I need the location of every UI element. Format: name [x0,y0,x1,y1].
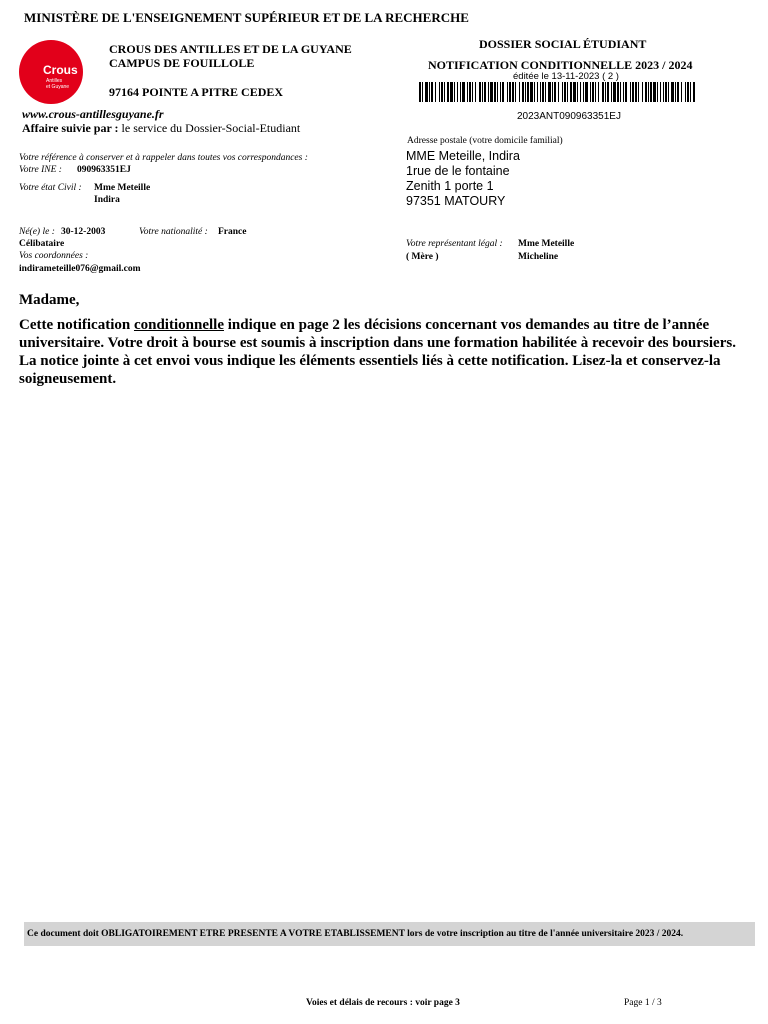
email-value: indirameteille076@gmail.com [19,264,141,274]
affaire-label: Affaire suivie par : [22,121,119,135]
contact-label: Vos coordonnées : [19,251,89,261]
logo-sub2-text: et Guyane [46,84,70,90]
legal-rep-name: Mme Meteille [518,239,575,249]
barcode-text: 2023ANT090963351EJ [517,111,621,122]
logo-brand-text: Crous [43,63,78,77]
affaire-value: le service du Dossier-Social-Etudiant [121,121,301,135]
org-campus: CAMPUS DE FOUILLOLE [109,56,255,70]
reference-note: Votre référence à conserver et à rappeler dans toutes vos correspondances : [19,153,308,163]
affaire-suivie [22,121,300,136]
address-line: MME Meteille, Indira [406,149,520,163]
address-block [406,149,520,209]
marital-status: Célibataire [19,239,65,249]
salutation: Madame, [19,292,80,308]
org-city: 97164 POINTE A PITRE CEDEX [109,85,284,99]
address-line: Zenith 1 porte 1 [406,179,494,193]
legal-rep-relation: ( Mère ) [406,252,439,262]
edition-date: éditée le 13-11-2023 ( 2 ) [513,71,619,82]
logo-sub1-text: Antilles [46,78,63,84]
paragraph-text-end: indique en page 2 les décisions concernant vos demandes au titre de l’année universitaire. Votre droit à bourse est soumis à inscription dans une formation habilitée à recevoir des boursiers. La notice jointe à cet envoi vous indique les éléments essentiels liés à cette notification. Lisez-la et conservez-la soigneusement. [19,317,736,387]
etat-civil-firstname: Indira [94,195,120,205]
notification-paragraph [19,316,749,388]
recours-note: Voies et délais de recours : voir page 3 [306,998,460,1008]
footer-notice: Ce document doit OBLIGATOIREMENT ETRE PRESENTE A VOTRE ETABLISSEMENT lors de votre inscription au titre de l'année universitaire 2023 / 2024. [27,929,684,939]
birth-label: Né(e) le : [19,227,55,237]
ine-label: Votre INE : [19,165,62,175]
nationality-label: Votre nationalité : [139,227,208,237]
address-label: Adresse postale (votre domicile familial) [407,136,563,146]
address-line: 97351 MATOURY [406,194,506,208]
nationality-value: France [218,227,247,237]
ministry-title: MINISTÈRE DE L'ENSEIGNEMENT SUPÉRIEUR ET DE LA RECHERCHE [24,10,469,25]
birth-value: 30-12-2003 [61,227,106,237]
paragraph-text-start: Cette notification [19,317,134,333]
legal-rep-firstname: Micheline [518,252,559,262]
etat-civil-label: Votre état Civil : [19,183,82,193]
address-line: 1rue de le fontaine [406,164,510,178]
dossier-title: DOSSIER SOCIAL ÉTUDIANT [479,37,647,51]
barcode-image [419,82,695,102]
footer-notice-bar [24,922,755,946]
legal-rep-label: Votre représentant légal : [406,239,503,249]
notification-title: NOTIFICATION CONDITIONNELLE 2023 / 2024 [428,58,693,72]
crous-logo [19,40,83,104]
org-name: CROUS DES ANTILLES ET DE LA GUYANE [109,42,352,56]
ine-value: 090963351EJ [77,165,131,175]
etat-civil-name: Mme Meteille [94,183,151,193]
conditionnelle-underlined: conditionnelle [133,317,224,333]
website-link[interactable]: www.crous-antillesguyane.fr [22,107,164,121]
page-number: Page 1 / 3 [624,998,662,1008]
